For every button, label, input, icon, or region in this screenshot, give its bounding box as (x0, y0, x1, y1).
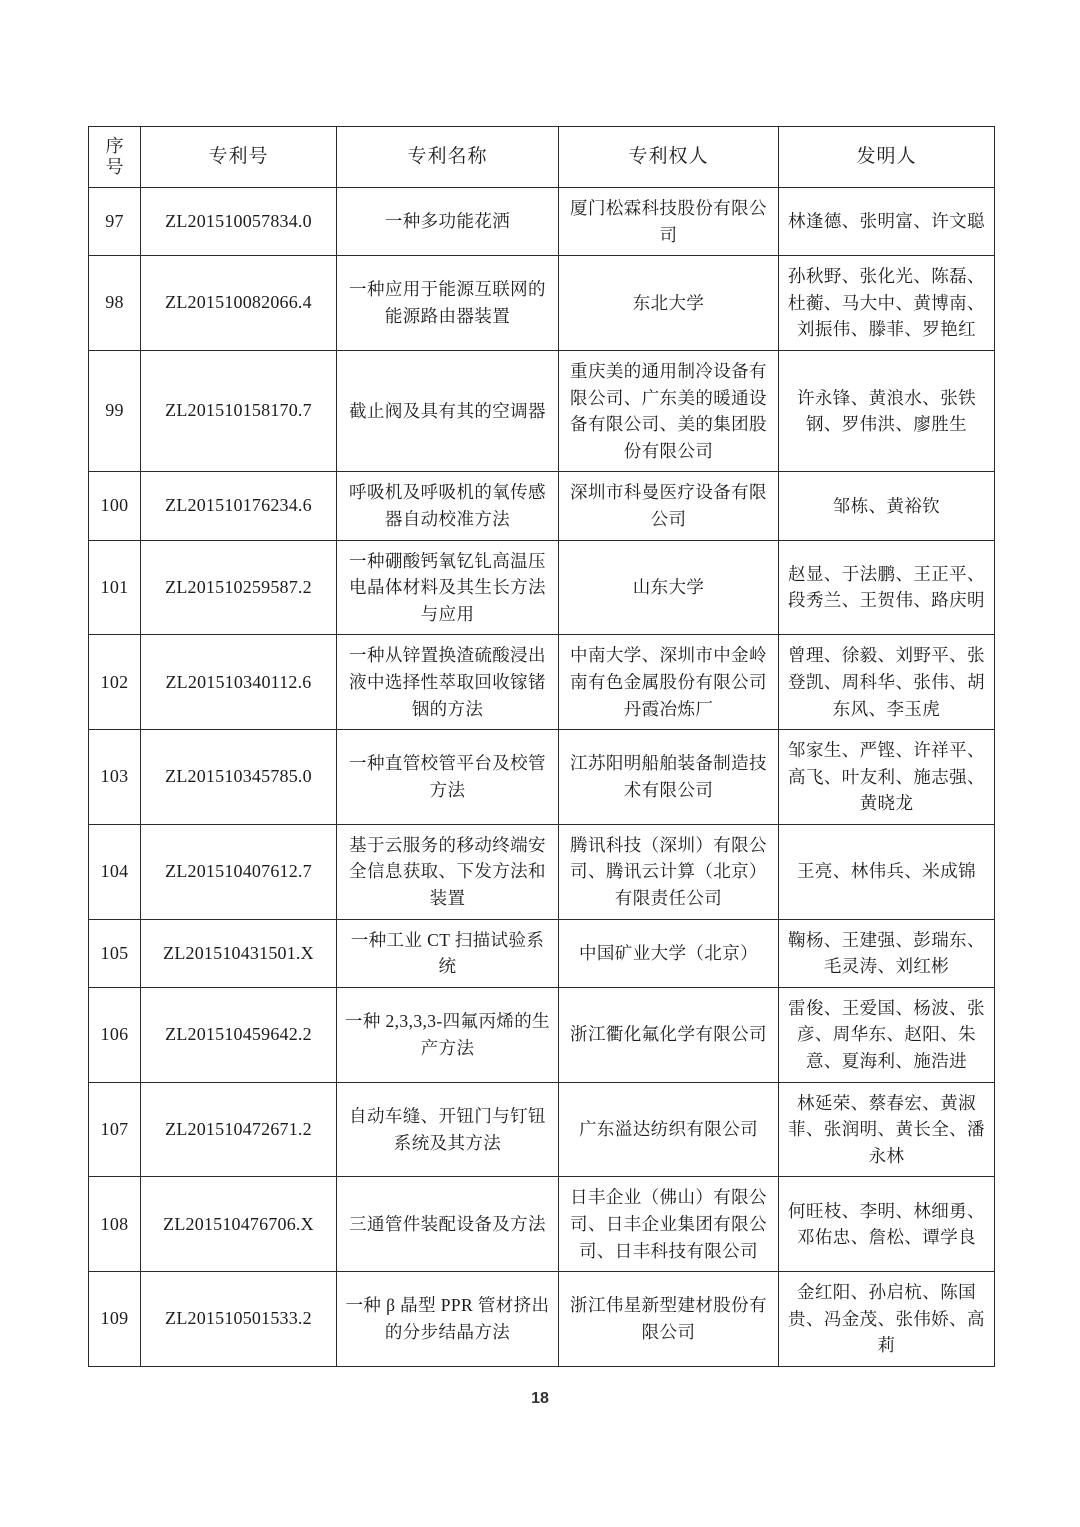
cell-patent-no: ZL201510459642.2 (141, 987, 337, 1082)
cell-sequence: 106 (89, 987, 141, 1082)
cell-patent-no: ZL201510476706.X (141, 1177, 337, 1272)
cell-patent-name: 基于云服务的移动终端安全信息获取、下发方法和装置 (337, 824, 559, 919)
cell-inventor: 孙秋野、张化光、陈磊、杜蘅、马大中、黄博南、刘振伟、滕菲、罗艳红 (779, 256, 995, 351)
cell-patent-no: ZL201510176234.6 (141, 472, 337, 540)
cell-patentee: 东北大学 (559, 256, 779, 351)
cell-patent-no: ZL201510158170.7 (141, 350, 337, 471)
cell-sequence: 105 (89, 919, 141, 987)
cell-patentee: 重庆美的通用制冷设备有限公司、广东美的暖通设备有限公司、美的集团股份有限公司 (559, 350, 779, 471)
cell-patent-no: ZL201510057834.0 (141, 188, 337, 256)
cell-patentee: 江苏阳明船舶装备制造技术有限公司 (559, 730, 779, 825)
cell-inventor: 王亮、林伟兵、米成锦 (779, 824, 995, 919)
patent-table (88, 126, 995, 1367)
cell-sequence: 108 (89, 1177, 141, 1272)
cell-sequence: 103 (89, 730, 141, 825)
table-row (89, 1082, 995, 1177)
cell-sequence: 109 (89, 1272, 141, 1367)
cell-patent-name: 一种硼酸钙氧钇钆高温压电晶体材料及其生长方法与应用 (337, 540, 559, 635)
cell-patent-name: 截止阀及具有其的空调器 (337, 350, 559, 471)
table-row (89, 540, 995, 635)
column-header-patentee: 专利权人 (559, 127, 779, 188)
cell-patent-name: 自动车缝、开钮门与钉钮系统及其方法 (337, 1082, 559, 1177)
cell-patent-name: 一种 β 晶型 PPR 管材挤出的分步结晶方法 (337, 1272, 559, 1367)
cell-sequence: 98 (89, 256, 141, 351)
cell-patentee: 腾讯科技（深圳）有限公司、腾讯云计算（北京）有限责任公司 (559, 824, 779, 919)
table-body (89, 188, 995, 1367)
patent-table-container (88, 126, 994, 1367)
table-row (89, 1272, 995, 1367)
cell-patent-no: ZL201510259587.2 (141, 540, 337, 635)
column-header-patent-name: 专利名称 (337, 127, 559, 188)
table-row (89, 987, 995, 1082)
table-row (89, 635, 995, 730)
cell-sequence: 99 (89, 350, 141, 471)
cell-inventor: 雷俊、王爱国、杨波、张彦、周华东、赵阳、朱意、夏海利、施浩进 (779, 987, 995, 1082)
cell-inventor: 鞠杨、王建强、彭瑞东、毛灵涛、刘红彬 (779, 919, 995, 987)
cell-inventor: 何旺枝、李明、林细勇、邓佑忠、詹松、谭学良 (779, 1177, 995, 1272)
cell-patent-name: 一种工业 CT 扫描试验系统 (337, 919, 559, 987)
table-row (89, 350, 995, 471)
table-row (89, 919, 995, 987)
cell-sequence: 102 (89, 635, 141, 730)
cell-patent-name: 一种多功能花洒 (337, 188, 559, 256)
column-header-sequence (89, 127, 141, 188)
cell-sequence: 100 (89, 472, 141, 540)
cell-inventor: 赵显、于法鹏、王正平、段秀兰、王贺伟、路庆明 (779, 540, 995, 635)
cell-patent-name: 三通管件装配设备及方法 (337, 1177, 559, 1272)
cell-patent-no: ZL201510472671.2 (141, 1082, 337, 1177)
cell-inventor: 邹家生、严铿、许祥平、高飞、叶友利、施志强、黄晓龙 (779, 730, 995, 825)
cell-patentee: 中国矿业大学（北京） (559, 919, 779, 987)
cell-patentee: 浙江衢化氟化学有限公司 (559, 987, 779, 1082)
column-header-patent-no: 专利号 (141, 127, 337, 188)
cell-patentee: 山东大学 (559, 540, 779, 635)
table-row (89, 824, 995, 919)
column-header-sequence-line1: 序 (105, 135, 124, 156)
cell-patentee: 中南大学、深圳市中金岭南有色金属股份有限公司丹霞冶炼厂 (559, 635, 779, 730)
cell-inventor: 林延荣、蔡春宏、黄淑菲、张润明、黄长全、潘永林 (779, 1082, 995, 1177)
cell-patent-name: 一种应用于能源互联网的能源路由器装置 (337, 256, 559, 351)
cell-inventor: 曾理、徐毅、刘野平、张登凯、周科华、张伟、胡东风、李玉虎 (779, 635, 995, 730)
cell-inventor: 许永锋、黄浪水、张铁钢、罗伟洪、廖胜生 (779, 350, 995, 471)
cell-patent-no: ZL201510345785.0 (141, 730, 337, 825)
column-header-inventor: 发明人 (779, 127, 995, 188)
cell-patentee: 浙江伟星新型建材股份有限公司 (559, 1272, 779, 1367)
cell-patentee: 广东溢达纺织有限公司 (559, 1082, 779, 1177)
table-row (89, 256, 995, 351)
cell-patentee: 深圳市科曼医疗设备有限公司 (559, 472, 779, 540)
table-header-row (89, 127, 995, 188)
column-header-sequence-line2: 号 (105, 157, 124, 177)
cell-patentee: 厦门松霖科技股份有限公司 (559, 188, 779, 256)
cell-patent-no: ZL201510431501.X (141, 919, 337, 987)
table-row (89, 1177, 995, 1272)
cell-patent-name: 呼吸机及呼吸机的氧传感器自动校准方法 (337, 472, 559, 540)
table-header (89, 127, 995, 188)
table-row (89, 730, 995, 825)
table-row (89, 188, 995, 256)
page-number: 18 (531, 1390, 549, 1407)
cell-patent-name: 一种从锌置换渣硫酸浸出液中选择性萃取回收镓锗铟的方法 (337, 635, 559, 730)
cell-patent-no: ZL201510082066.4 (141, 256, 337, 351)
cell-patentee: 日丰企业（佛山）有限公司、日丰企业集团有限公司、日丰科技有限公司 (559, 1177, 779, 1272)
cell-patent-name: 一种 2,3,3,3-四氟丙烯的生产方法 (337, 987, 559, 1082)
cell-inventor: 林逢德、张明富、许文聪 (779, 188, 995, 256)
cell-inventor: 金红阳、孙启杭、陈国贵、冯金茂、张伟娇、高莉 (779, 1272, 995, 1367)
cell-sequence: 101 (89, 540, 141, 635)
cell-sequence: 104 (89, 824, 141, 919)
cell-patent-name: 一种直管校管平台及校管方法 (337, 730, 559, 825)
cell-patent-no: ZL201510340112.6 (141, 635, 337, 730)
cell-patent-no: ZL201510501533.2 (141, 1272, 337, 1367)
cell-sequence: 107 (89, 1082, 141, 1177)
table-row (89, 472, 995, 540)
cell-patent-no: ZL201510407612.7 (141, 824, 337, 919)
cell-sequence: 97 (89, 188, 141, 256)
cell-inventor: 邹栋、黄裕钦 (779, 472, 995, 540)
